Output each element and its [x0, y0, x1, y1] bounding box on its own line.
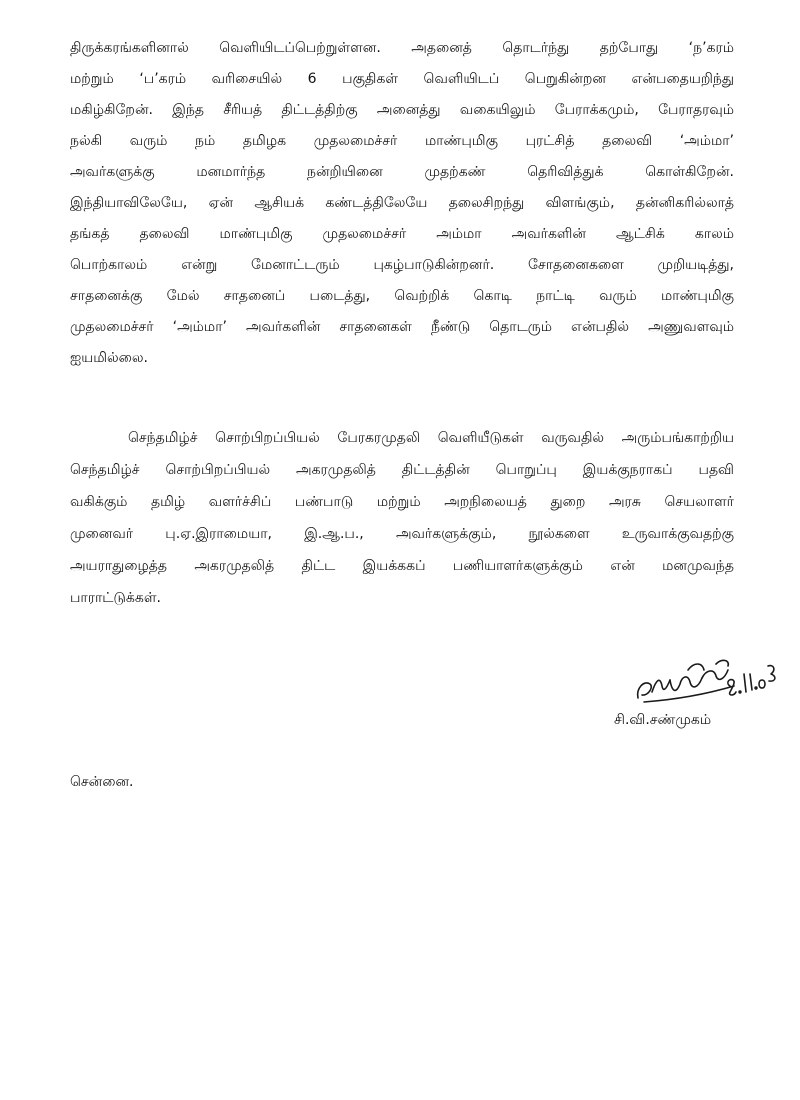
- place-name: சென்னை.: [70, 774, 134, 790]
- paragraph-1-line: நல்கி வரும் நம் தமிழக முதலமைச்சர் மாண்புமிகு புரட்சித் தலைவி ‘அம்மா’: [70, 133, 734, 149]
- paragraph-1-line: ஐயமில்லை.: [70, 350, 148, 366]
- paragraph-2-line: செந்தமிழ்ச் சொற்பிறப்பியல் அகரமுதலித் திட்டத்தின் பொறுப்பு இயக்குநராகப் பதவி: [70, 462, 734, 478]
- paragraph-2-line: முனைவர் பு.ஏ.இராமையா, இ.ஆ.ப., அவர்களுக்கும், நூல்களை உருவாக்குவதற்கு: [70, 526, 734, 542]
- paragraph-1-line: இந்தியாவிலேயே, ஏன் ஆசியக் கண்டத்திலேயே தலைசிறந்து விளங்கும், தன்னிகரில்லாத்: [70, 195, 734, 211]
- paragraph-1-line: மற்றும் ‘ப’கரம் வரிசையில் 6 பகுதிகள் வெளியிடப் பெறுகின்றன என்பதையறிந்து: [70, 71, 734, 87]
- paragraph-2-line: அயராதுழைத்த அகரமுதலித் திட்ட இயக்ககப் பணியாளர்களுக்கும் என் மனமுவந்த: [70, 558, 734, 574]
- handwritten-signature: [630, 640, 780, 710]
- paragraph-2-line: பாராட்டுக்கள்.: [70, 590, 161, 606]
- paragraph-1-line: தங்கத் தலைவி மாண்புமிகு முதலமைச்சர் அம்மா அவர்களின் ஆட்சிக் காலம்: [70, 226, 734, 242]
- paragraph-1-line: மகிழ்கிறேன். இந்த சீரியத் திட்டத்திற்கு அனைத்து வகையிலும் பேராக்கமும், பேராதரவும்: [70, 102, 734, 118]
- paragraph-1-line: திருக்கரங்களினால் வெளியிடப்பெற்றுள்ளன. அதனைத் தொடர்ந்து தற்போது ‘ந’கரம்: [70, 40, 734, 56]
- paragraph-2-line: செந்தமிழ்ச் சொற்பிறப்பியல் பேரகரமுதலி வெளியீடுகள் வருவதில் அரும்பங்காற்றிய: [128, 430, 734, 446]
- paragraph-1-line: பொற்காலம் என்று மேனாட்டரும் புகழ்பாடுகின்றனர். சோதனைகளை முறியடித்து,: [70, 257, 734, 273]
- paragraph-1-line: முதலமைச்சர் ‘அம்மா’ அவர்களின் சாதனைகள் நீண்டு தொடரும் என்பதில் அணுவளவும்: [70, 319, 734, 335]
- paragraph-2-line: வகிக்கும் தமிழ் வளர்ச்சிப் பண்பாடு மற்றும் அறநிலையத் துறை அரசு செயலாளர்: [70, 494, 734, 510]
- paragraph-1-line: சாதனைக்கு மேல் சாதனைப் படைத்து, வெற்றிக் கொடி நாட்டி வரும் மாண்புமிகு: [70, 288, 734, 304]
- paragraph-1-line: அவர்களுக்கு மனமார்ந்த நன்றியினை முதற்கண் தெரிவித்துக் கொள்கிறேன்.: [70, 164, 734, 180]
- signer-name: சி.வி.சண்முகம்: [614, 712, 712, 728]
